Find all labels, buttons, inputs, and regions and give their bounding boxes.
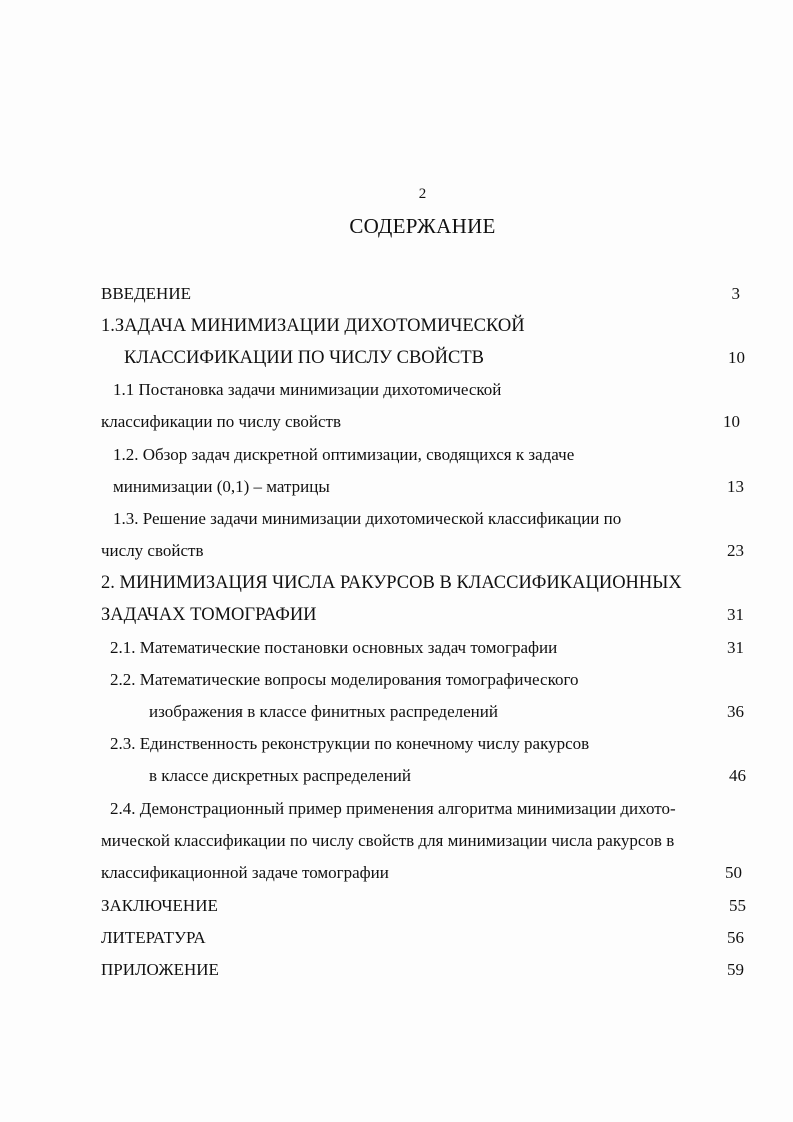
toc-entry-text: 2. МИНИМИЗАЦИЯ ЧИСЛА РАКУРСОВ В КЛАССИФИКАЦИОННЫХ: [101, 573, 682, 593]
toc-entry-text: 2.4. Демонстрационный пример применения алгоритма минимизации дихото-: [110, 799, 676, 818]
toc-entry-text: 2.3. Единственность реконструкции по конечному числу ракурсов: [110, 734, 590, 753]
toc-entry-text: 1.ЗАДАЧА МИНИМИЗАЦИИ ДИХОТОМИЧЕСКОЙ: [101, 316, 525, 336]
toc-entry-text: 1.3. Решение задачи минимизации дихотомической классификации по: [113, 509, 622, 528]
toc-entry-text: мической классификации по числу свойств для минимизации числа ракурсов в: [101, 831, 675, 850]
toc-entry-text: минимизации (0,1) – матрицы: [113, 477, 330, 496]
toc-entry-text: 1.1 Постановка задачи минимизации дихотомической: [113, 380, 502, 399]
toc-entry-page: 10: [723, 412, 740, 431]
toc-entry-page: 56: [727, 928, 744, 947]
toc-entry-text: ЛИТЕРАТУРА: [101, 928, 206, 947]
toc-entry-text: ЗАКЛЮЧЕНИЕ: [101, 896, 218, 915]
toc-entry-text: 2.2. Математические вопросы моделирования томографического: [110, 670, 579, 689]
toc-entry-page: 3: [731, 284, 740, 303]
toc-entry-page: 46: [729, 766, 746, 785]
toc-entry-page: 50: [725, 863, 742, 882]
toc-entry-page: 31: [727, 638, 744, 657]
toc-entry-text: ВВЕДЕНИЕ: [101, 284, 191, 303]
toc-entry-text: ПРИЛОЖЕНИЕ: [101, 960, 219, 979]
toc-entry-page: 13: [727, 477, 744, 496]
toc-entry-text: изображения в классе финитных распределений: [149, 702, 498, 721]
toc-entry-text: ЗАДАЧАХ ТОМОГРАФИИ: [101, 605, 317, 625]
toc-entry-text: в классе дискретных распределений: [149, 766, 411, 785]
toc-entry-page: 31: [727, 605, 744, 624]
toc-entry-text: числу свойств: [101, 541, 204, 560]
page-title: СОДЕРЖАНИЕ: [349, 214, 496, 238]
toc-entry-page: 36: [727, 702, 744, 721]
toc-entry-text: КЛАССИФИКАЦИИ ПО ЧИСЛУ СВОЙСТВ: [124, 348, 485, 368]
toc-entry-page: 10: [728, 348, 745, 367]
toc-entry-text: 2.1. Математические постановки основных задач томографии: [110, 638, 558, 657]
toc-entry-text: 1.2. Обзор задач дискретной оптимизации, сводящихся к задаче: [113, 445, 575, 464]
toc-entry-page: 23: [727, 541, 744, 560]
toc-entry-page: 55: [729, 896, 746, 915]
page-number: 2: [418, 186, 427, 202]
toc-entry-text: классификационной задаче томографии: [101, 863, 389, 882]
toc-entry-page: 59: [727, 960, 744, 979]
toc-entry-text: классификации по числу свойств: [101, 412, 342, 431]
